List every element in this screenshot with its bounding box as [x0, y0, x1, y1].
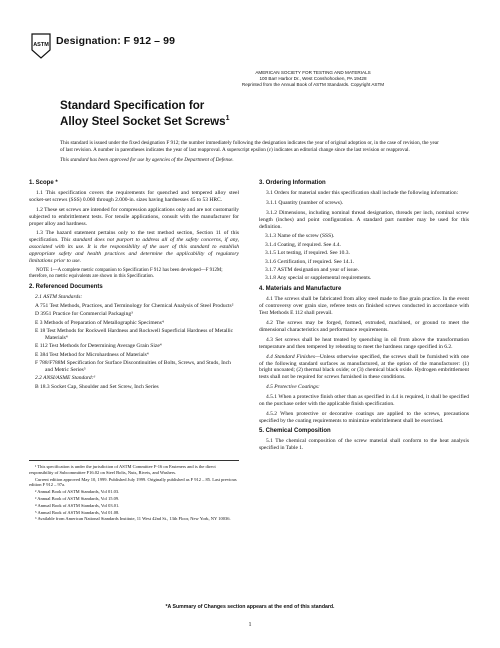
astm-logo-icon	[30, 32, 52, 60]
section-heading: 5. Chemical Composition	[259, 427, 331, 434]
publisher-line: 100 Barr Harbor Dr., West Conshohocken, PA 19428	[259, 76, 367, 81]
section-heading: 3. Ordering Information	[259, 180, 326, 186]
paragraph: 3.1 Orders for material under this specification shall include the following information:	[266, 189, 459, 196]
page-number: 1	[248, 622, 252, 628]
footnote: ⁴ Annual Book of ASTM Standards, Vol 03.01.	[35, 502, 120, 508]
paragraph: 1.1 This specification covers the requirements for quenched and tempered alloy steel socket-set screws (SSS) 0.060 through 2.000-in. sizes having hardnesses 45 to 53 HRC.	[29, 189, 239, 203]
reference-item: E 3 Methods of Preparation of Metallographic Specimens⁴	[35, 319, 164, 326]
paragraph: 4.5.2 When protective or decorative coatings are applied to the screws, precautions specified by the coating requirements to minimize embrittlement shall be exercised.	[259, 410, 469, 424]
reference-item: E 384 Test Method for Microhardness of Materials⁴	[35, 351, 149, 358]
title-footnote-marker: 1	[225, 115, 230, 122]
list-item: 3.1.4 Coating, if required. See 4.4.	[265, 241, 341, 248]
section-heading: 2. Referenced Documents	[29, 284, 103, 291]
publisher-line: AMERICAN SOCIETY FOR TESTING AND MATERIALS	[255, 70, 371, 75]
issuance-notice	[60, 140, 440, 167]
subheading: 2.2 ANSI/ASME Standard:⁶	[35, 375, 96, 382]
footnote: ³ Annual Book of ASTM Standards, Vol 15.09.	[35, 495, 120, 501]
subheading: 2.1 ASTM Standards:	[35, 294, 83, 301]
list-item: 3.1.6 Certification, if required. See 14.1.	[265, 258, 355, 265]
footnote: ¹ This specification is under the jurisdiction of ASTM Committee F-16 on Fasteners and is the direct responsibility of Subcommittee F16.02 on Steel Bolts, Nuts, Rivets, and Washers.	[29, 464, 216, 475]
svg-text:ASTM: ASTM	[33, 42, 49, 48]
list-item: 3.1.7 ASTM designation and year of issue.	[265, 267, 359, 274]
footnote: ² Annual Book of ASTM Standards, Vol 01.03.	[35, 489, 120, 495]
reference-item: E 112 Test Methods for Determining Average Grain Size⁴	[35, 343, 162, 350]
reference-item: D 3951 Practice for Commercial Packaging³	[35, 311, 133, 318]
paragraph: 4.5.1 When a protective finish other than as specified in 4.4 is required, it shall be specified on the purchase order with the applicable finish specification.	[259, 394, 469, 408]
document-title	[60, 99, 230, 128]
reference-item: A 751 Test Methods, Practices, and Terminology for Chemical Analysis of Steel Products²	[35, 302, 234, 309]
list-item: 3.1.3 Name of the screw (SSS).	[265, 233, 335, 240]
paragraph: 4.2 The screws may be forged, formed, extruded, machined, or ground to meet the dimensional characteristics and performance requirements.	[259, 320, 469, 333]
publisher-line: Reprinted from the Annual Book of ASTM Standards. Copyright ASTM	[241, 82, 385, 87]
paragraph: 4.3 Set screws shall be heat treated by quenching in oil from above the transformation temperature and then tempered by reheating to meet the hardness range specified in 6.2.	[259, 336, 469, 350]
footnote: ⁵ Annual Book of ASTM Standards, Vol 01.08.	[35, 509, 120, 515]
paragraph: 4.4 Standard Finishes—Unless otherwise specified, the screws shall be furnished with one of the following standard surfaces as manufactured, at the option of the manufacturer: (1) bright uncoated; (2) thermal black oxide; or (3) chemical black oxide. Hydrogen embrittlement tests shall not be required for screws furnished in these conditions.	[259, 353, 469, 381]
footnotes	[29, 460, 239, 523]
paragraph: 4.1 The screws shall be fabricated from alloy steel made to fine grain practice. In the event of controversy over grain size, referee tests on finished screws conducted in accordance with Test Methods E 112 shall prevail.	[259, 296, 469, 317]
left-column	[29, 180, 239, 392]
paragraph: 3.1.1 Quantity (number of screws).	[266, 199, 344, 206]
note: NOTE 1—A complete metric companion to Specification F 912 has been developed—F 912M; therefore, no metric equivalents are shown in this Specification.	[29, 267, 223, 280]
title-line-1: Standard Specification for	[60, 99, 205, 112]
paragraph: 3.1.2 Dimensions, including nominal thread designation, threads per inch, nominal screw length (inches) and point configuration. A standard part number may be used for this definition.	[259, 209, 469, 230]
summary-of-changes-note: *A Summary of Changes section appears at the end of this standard.	[165, 604, 335, 610]
footnote: Current edition approved May 10, 1999. Published July 1999. Originally published as F 912 – 85. Last previous edition F 912 – 97a.	[29, 476, 237, 488]
footnote: ⁶ Available from American National Standards Institute, 11 West 42nd St., 13th Floor, New York, NY 10036.	[35, 516, 231, 522]
list-item: 3.1.5 Lot testing, if required. See 10.3.	[265, 250, 350, 257]
paragraph: 5.1 The chemical composition of the screw material shall conform to the heat analysis specified in Table 1.	[259, 437, 469, 451]
reference-item: E 18 Test Methods for Rockwell Hardness and Rockwell Superficial Hardness of Metallic Materials⁴	[35, 327, 234, 341]
issuance-text: This standard is issued under the fixed designation F 912; the number immediately following the designation indicates the year of original adoption or, in the case of revision, the year of last revision. A number in parentheses indicates the year of last reapproval. A superscript epsilon (ε) indicates an editorial change since the last revision or reapproval.	[60, 140, 439, 153]
dod-approval-text: This standard has been approved for use by agencies of the Department of Defense.	[60, 157, 234, 163]
title-line-2: Alloy Steel Socket Set Screws$^1$	[60, 114, 230, 128]
list-item: 3.1.8 Any special or supplemental requirements.	[265, 275, 372, 282]
reference-item: B 18.3 Socket Cap, Shoulder and Set Screw, Inch Series	[35, 383, 159, 390]
designation: Designation: F 912 – 99	[56, 35, 176, 47]
publisher-block	[188, 70, 438, 88]
reference-item: F 788/F788M Specification for Surface Discontinuities of Bolts, Screws, and Studs, Inch and Metric Series⁵	[35, 360, 231, 373]
right-column	[259, 180, 469, 455]
paragraph: 4.5 Protective Coatings:	[266, 384, 320, 391]
paragraph: 1.3 The hazard statement pertains only to the test method section, Section 11 of this specification. This standard does not purport to address all of the safety concerns, if any, associated with its use. It is the responsibility of the user of this standard to establish appropriate safety and health practices and determine the applicability of regulatory limitations prior to use.	[29, 230, 239, 265]
paragraph: 1.2 These set screws are intended for compression applications only and are not customarily subjected to embrittlement tests. For tensile applications, consult with the manufacturer for proper alloy and hardness.	[29, 206, 239, 227]
section-heading: 1. Scope *	[29, 180, 58, 186]
section-heading: 4. Materials and Manufacture	[259, 286, 342, 293]
